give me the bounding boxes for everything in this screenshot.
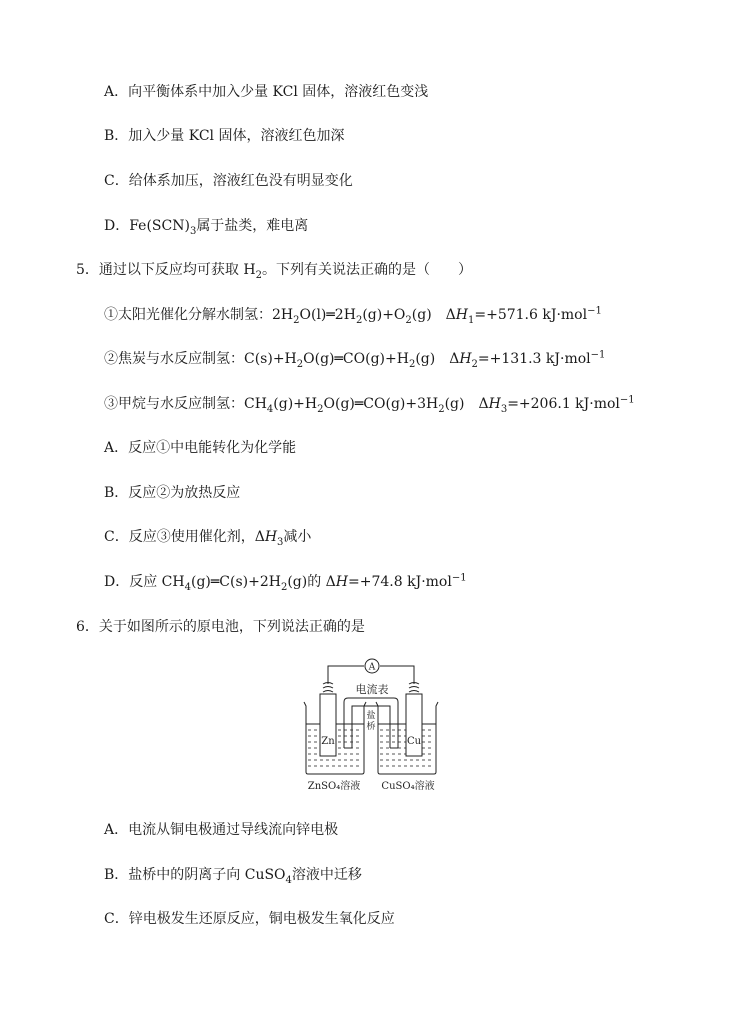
q6-option-b-pre: B．盐桥中的阴离子向 CuSO (104, 867, 286, 883)
galvanic-cell-diagram (298, 656, 444, 792)
right-solution-label: CuSO₄溶液 (381, 781, 435, 792)
q6-option-b-post: 溶液中迁移 (291, 867, 362, 883)
q5-option-d-p4: =+74.8 kJ·mol (348, 574, 452, 590)
r1-value: =+571.6 kJ·mol (474, 307, 588, 323)
q4-option-c (104, 171, 353, 191)
q5-option-d-sup: −1 (451, 572, 467, 584)
r3-p3: O(g)═CO(g)+3H (323, 396, 439, 412)
r2-p2: O(g)═CO(g)+H (303, 351, 409, 367)
q4-option-d-post: 属于盐类，难电离 (196, 218, 309, 234)
q5-option-c-pre: C．反应③使用催化剂，Δ (104, 529, 265, 545)
q5-option-c-sub: 3 (277, 536, 284, 548)
q6-option-b-sub: 4 (285, 874, 292, 886)
r3-p4: (g) Δ (444, 396, 489, 412)
r1-sub-a: 2 (293, 314, 300, 326)
q5-option-b-text: B．反应②为放热反应 (104, 485, 241, 501)
q5-option-d (104, 572, 467, 592)
r2-p3: (g) Δ (415, 351, 460, 367)
q6-option-c-text: C．锌电极发生还原反应，铜电极发生氧化反应 (104, 911, 395, 927)
q5-option-d-p2: (g)═C(s)+2H (190, 574, 281, 590)
r1-p3: (g)+O (362, 307, 406, 323)
r1-p4: (g) Δ (411, 307, 456, 323)
q5-option-a (104, 438, 296, 458)
r1-sub-c: 2 (405, 314, 412, 326)
q6-option-b (104, 865, 362, 885)
r2-sup: −1 (590, 349, 606, 361)
r3-sup: −1 (619, 394, 635, 406)
r1-label: ①太阳光催化分解水制氢：2H (104, 307, 294, 323)
copper-label: Cu (406, 736, 422, 747)
q5-option-d-s1: 4 (184, 581, 191, 593)
ammeter-label: 电流表 (355, 683, 389, 696)
r1-sub-b: 2 (355, 314, 363, 326)
r2-sub-a: 2 (296, 358, 304, 370)
q5-reaction-3 (104, 394, 635, 414)
q5-option-d-s2: 2 (280, 581, 288, 593)
r3-s4: 3 (500, 403, 508, 415)
r2-h: H (459, 351, 472, 367)
q5-stem (76, 260, 472, 280)
r3-h: H (488, 396, 501, 412)
wire-right (380, 666, 414, 684)
q5-option-d-p1: D．反应 CH (104, 574, 185, 590)
q5-option-d-p3: (g)的 Δ (287, 574, 336, 590)
q6-option-a-text: A．电流从铜电极通过导线流向锌电极 (104, 822, 339, 838)
q5-stem-pre: 5．通过以下反应均可获取 H (76, 262, 256, 278)
r2-sub-b: 2 (408, 358, 416, 370)
q6-stem-text: 6．关于如图所示的原电池，下列说法正确的是 (76, 619, 365, 635)
q4-option-a-text: A．向平衡体系中加入少量 KCl 固体，溶液红色变浅 (104, 84, 429, 100)
r3-label: ③甲烷与水反应制氢：CH (104, 396, 267, 412)
q6-option-a (104, 820, 338, 840)
q5-stem-post: 。下列有关说法正确的是（ ） (261, 262, 472, 278)
q5-option-a-text: A．反应①中电能转化为化学能 (104, 440, 297, 456)
q4-option-d (104, 216, 308, 236)
q4-option-d-sub: 3 (189, 225, 197, 237)
r3-p2: (g)+H (273, 396, 318, 412)
q5-option-d-h: H (335, 574, 349, 590)
r2-value: =+131.3 kJ·mol (477, 351, 591, 367)
r3-s1: 4 (266, 403, 274, 415)
q4-option-b (104, 126, 344, 146)
r3-s2: 2 (317, 403, 324, 415)
q6-stem (76, 617, 365, 637)
q5-option-c (104, 527, 311, 547)
q6-option-c (104, 909, 395, 929)
r1-sup: −1 (587, 305, 602, 317)
r2-h-sub: 2 (471, 358, 478, 370)
q4-option-a (104, 82, 428, 102)
salt-bridge-label: 盐桥 (366, 711, 376, 732)
r1-h-sub: 1 (468, 314, 475, 326)
q4-option-b-text: B．加入少量 KCl 固体，溶液红色加深 (104, 128, 345, 144)
q4-option-d-pre: D．Fe(SCN) (104, 218, 190, 234)
wire-left (328, 666, 364, 684)
q5-reaction-1 (104, 305, 602, 325)
r2-label: ②焦炭与水反应制氢：C(s)+H (104, 351, 297, 367)
r3-s3: 2 (438, 403, 445, 415)
q5-option-c-post: 减小 (283, 529, 312, 545)
r1-h: H (455, 307, 468, 323)
left-solution-label: ZnSO₄溶液 (307, 781, 361, 792)
q5-reaction-2 (104, 349, 605, 369)
zinc-label: Zn (321, 736, 335, 747)
r1-p2: O(l)═2H (299, 307, 356, 323)
q4-option-c-text: C．给体系加压，溶液红色没有明显变化 (104, 173, 353, 189)
q5-stem-sub: 2 (255, 269, 262, 281)
q5-option-b (104, 483, 240, 503)
r3-value: =+206.1 kJ·mol (507, 396, 620, 412)
q5-option-c-h: H (264, 529, 278, 545)
ammeter-symbol: A (368, 662, 376, 673)
